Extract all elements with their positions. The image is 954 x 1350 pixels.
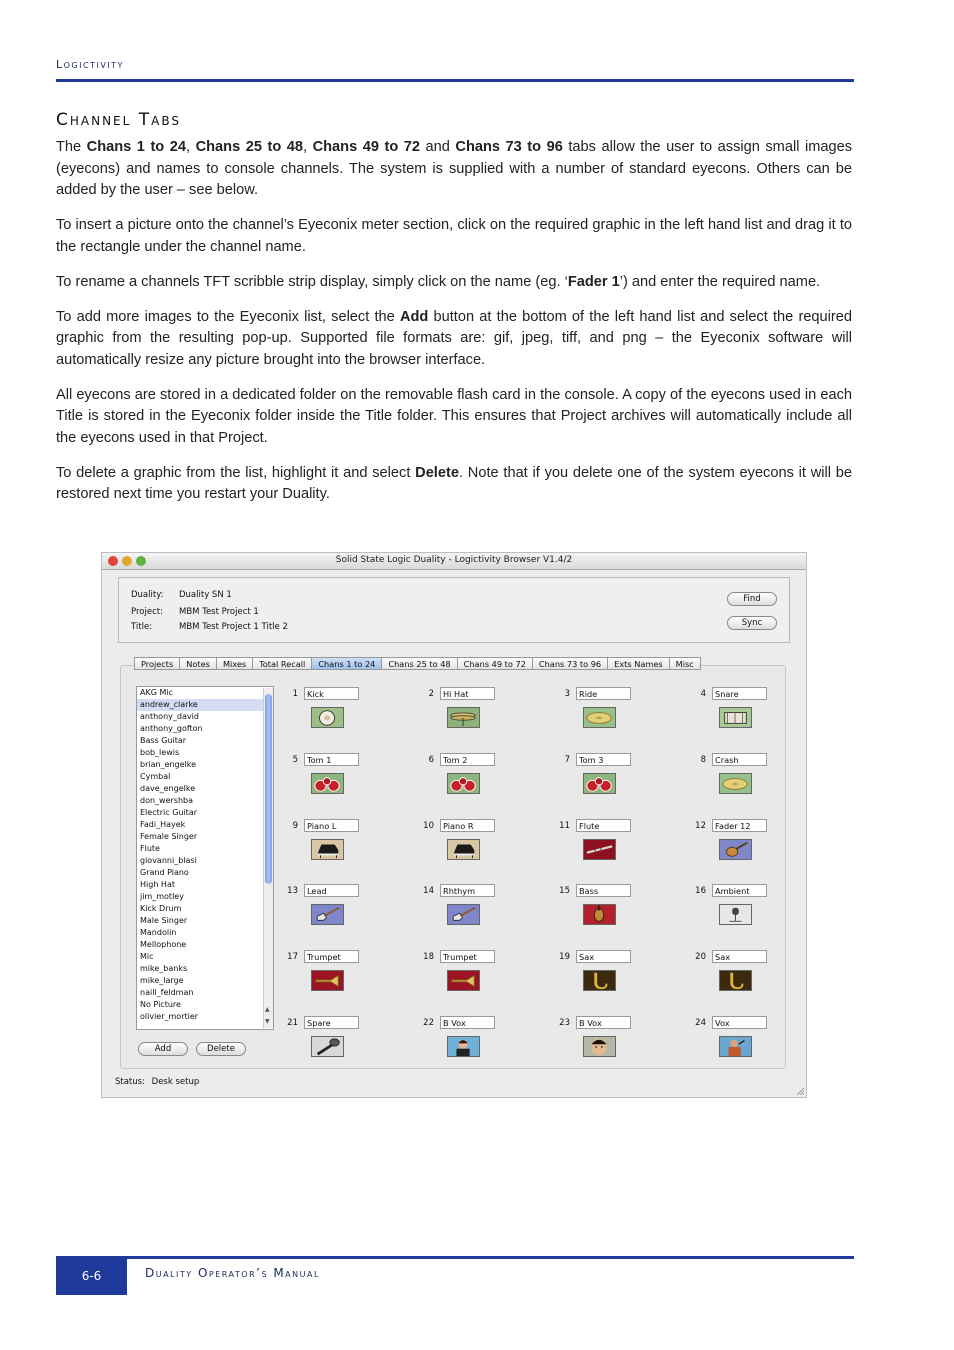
channel-strip (284, 819, 394, 879)
channel-number: 19 (559, 952, 570, 963)
bass-guitar-icon (584, 905, 615, 924)
section-title: Channel Tabs (56, 110, 181, 130)
title-value: MBM Test Project 1 Title 2 (179, 622, 288, 632)
footer-rule (56, 1256, 854, 1259)
channel-name-field[interactable]: Fader 12 (712, 819, 767, 832)
list-item[interactable]: No Picture (140, 1000, 181, 1009)
eyecon-drop-target[interactable] (447, 970, 480, 991)
status-value: Desk setup (151, 1077, 200, 1087)
channel-strip (692, 950, 802, 1010)
tab-total-recall[interactable]: Total Recall (252, 657, 311, 670)
channel-strip (556, 819, 666, 879)
tab-chans-73-to-96[interactable]: Chans 73 to 96 (532, 657, 607, 670)
channel-name-field[interactable]: Rhthym (440, 884, 495, 897)
eyecon-drop-target[interactable] (447, 1036, 480, 1057)
list-item[interactable]: Female Singer (140, 832, 198, 841)
page-number: 6-6 (56, 1259, 127, 1295)
channel-name-field[interactable]: Vox (712, 1016, 767, 1029)
channel-name-field[interactable]: Sax (576, 950, 631, 963)
tab-notes[interactable]: Notes (179, 657, 216, 670)
tab-mixes[interactable]: Mixes (216, 657, 252, 670)
electric-guitar-icon (448, 905, 479, 924)
trumpet-icon (312, 971, 343, 990)
eyecon-drop-target[interactable] (311, 970, 344, 991)
channel-name-field[interactable]: Snare (712, 687, 767, 700)
channel-name-field[interactable]: Piano R (440, 819, 495, 832)
eyecon-drop-target[interactable] (311, 904, 344, 925)
channel-number: 4 (700, 689, 706, 699)
channel-number: 6 (428, 754, 434, 765)
channel-strip (692, 819, 802, 879)
channel-strip (556, 950, 666, 1010)
channel-strip (420, 687, 530, 747)
drum-kit-icon (312, 774, 343, 793)
eyecon-drop-target[interactable] (311, 707, 344, 728)
channel-strip (284, 1016, 394, 1076)
channel-name-field[interactable]: Lead (304, 884, 359, 897)
list-item[interactable]: don_wershba (140, 796, 194, 805)
running-header: Logictivity (56, 58, 124, 71)
duality-label: Duality: (131, 590, 164, 600)
saxophone-icon (584, 971, 615, 990)
eyecon-drop-target[interactable] (447, 773, 480, 794)
channel-number: 20 (695, 952, 706, 963)
status-label: Status: (115, 1077, 145, 1087)
channel-number: 22 (423, 1018, 434, 1028)
tab-chans-25-to-48[interactable]: Chans 25 to 48 (381, 657, 456, 670)
channel-number: 1 (292, 689, 298, 699)
sync-button[interactable]: Sync (727, 616, 777, 630)
cymbal-icon (720, 774, 751, 793)
eyecon-drop-target[interactable] (719, 970, 752, 991)
title-label: Title: (131, 622, 153, 632)
channel-number: 24 (695, 1018, 706, 1028)
eyecon-drop-target[interactable] (447, 839, 480, 860)
snare-drum-icon (720, 708, 751, 727)
tab-chans-1-to-24[interactable]: Chans 1 to 24 (311, 657, 381, 670)
eyecon-drop-target[interactable] (447, 707, 480, 728)
channel-number: 15 (559, 886, 570, 897)
tab-misc[interactable]: Misc (669, 657, 701, 670)
channel-number: 23 (559, 1018, 570, 1028)
channel-name-field[interactable]: Tom 1 (304, 753, 359, 766)
header-rule (56, 79, 854, 82)
channel-name-field[interactable]: Hi Hat (440, 687, 495, 700)
scroll-down-icon[interactable]: ▼ (265, 1018, 270, 1025)
kick-drum-icon (312, 708, 343, 727)
body-text (56, 137, 852, 519)
channel-strip (420, 884, 530, 944)
channel-name-field[interactable]: Kick (304, 687, 359, 700)
eyecon-drop-target[interactable] (311, 839, 344, 860)
list-item[interactable]: bob_lewis (140, 748, 180, 757)
scrollbar-thumb[interactable] (265, 694, 272, 884)
female-singer-icon (448, 1037, 479, 1056)
list-scrollbar[interactable] (263, 688, 273, 1028)
channel-name-field[interactable]: Trumpet (440, 950, 495, 963)
channel-name-field[interactable]: Spare (304, 1016, 359, 1029)
channel-name-field[interactable]: B Vox (576, 1016, 631, 1029)
channel-number: 21 (287, 1018, 298, 1028)
scroll-up-icon[interactable]: ▲ (265, 1006, 270, 1013)
footer-manual-title: Duality Operator’s Manual (145, 1266, 320, 1280)
channel-number: 16 (695, 886, 706, 897)
list-item[interactable]: naill_feldman (140, 988, 194, 997)
duality-value: Duality SN 1 (179, 590, 232, 600)
saxophone-icon (720, 971, 751, 990)
channel-name-field[interactable]: Ride (576, 687, 631, 700)
paragraph: To delete a graphic from the list, highlight it and select Delete. Note that if you delete one of the system eyecons it will be restored next time you restart your Duality. (56, 464, 852, 502)
channel-strip (420, 950, 530, 1010)
list-item[interactable]: olivier_mortier (140, 1012, 199, 1021)
channel-number: 9 (292, 820, 298, 831)
channel-number: 5 (292, 754, 298, 765)
eyecon-drop-target[interactable] (583, 970, 616, 991)
find-button[interactable]: Find (727, 592, 777, 606)
list-item[interactable]: Fadi_Hayek (140, 820, 186, 829)
tab-chans-49-to-72[interactable]: Chans 49 to 72 (457, 657, 532, 670)
tab-exts-names[interactable]: Exts Names (607, 657, 669, 670)
channel-number: 10 (423, 820, 434, 831)
list-item[interactable]: Male Singer (140, 916, 188, 925)
tab-bar (134, 657, 701, 670)
project-value: MBM Test Project 1 (179, 607, 259, 617)
list-item[interactable]: AKG Mic (140, 688, 173, 697)
channel-name-field[interactable]: Trumpet (304, 950, 359, 963)
channel-strip (556, 884, 666, 944)
list-item[interactable]: Kick Drum (140, 904, 182, 913)
channel-name-field[interactable]: Bass (576, 884, 631, 897)
list-item[interactable]: Mic (140, 952, 154, 961)
list-item[interactable]: Mandolin (140, 928, 177, 937)
flute-icon (584, 840, 615, 859)
channel-number: 17 (287, 952, 298, 963)
list-item[interactable]: brian_engelke (140, 760, 197, 769)
channel-name-field[interactable]: Crash (712, 753, 767, 766)
project-label: Project: (131, 607, 163, 617)
window-title: Solid State Logic Duality - Logictivity Browser V1.4/2 (335, 555, 573, 565)
trumpet-icon (448, 971, 479, 990)
channel-number: 7 (564, 754, 570, 765)
channel-strip (556, 753, 666, 813)
channel-name-field[interactable]: Piano L (304, 819, 359, 832)
list-item[interactable]: High Hat (140, 880, 175, 889)
eyecon-drop-target[interactable] (719, 839, 752, 860)
male-face-icon (584, 1037, 615, 1056)
eyecon-drop-target[interactable] (719, 773, 752, 794)
channel-number: 13 (287, 886, 298, 897)
list-item[interactable]: dave_engelke (140, 784, 196, 793)
list-item[interactable]: jim_motley (140, 892, 184, 901)
eyecon-drop-target[interactable] (583, 839, 616, 860)
channel-strip (420, 819, 530, 879)
channel-strip (556, 1016, 666, 1076)
channel-name-field[interactable]: Flute (576, 819, 631, 832)
list-item[interactable]: Cymbal (140, 772, 171, 781)
delete-button[interactable]: Delete (196, 1042, 246, 1056)
list-item[interactable]: Bass Guitar (140, 736, 187, 745)
ambient-mic-icon (720, 905, 751, 924)
singer-icon (720, 1037, 751, 1056)
hi-hat-icon (448, 708, 479, 727)
channel-number: 2 (428, 689, 434, 699)
list-item[interactable]: mike_banks (140, 964, 188, 973)
session-info-box (118, 577, 790, 643)
channel-strip (284, 687, 394, 747)
list-item[interactable]: anthony_gofton (140, 724, 203, 733)
channel-strip (284, 753, 394, 813)
channel-strip (692, 884, 802, 944)
eyecon-drop-target[interactable] (583, 904, 616, 925)
browser-window-screenshot (101, 552, 807, 1098)
eyecon-drop-target[interactable] (311, 1036, 344, 1057)
list-item[interactable]: andrew_clarke (137, 699, 273, 711)
mandolin-icon (720, 840, 751, 859)
channel-number: 14 (423, 886, 434, 897)
grand-piano-icon (448, 840, 479, 859)
list-item[interactable]: Mellophone (140, 940, 187, 949)
channel-name-field[interactable]: Tom 3 (576, 753, 631, 766)
list-item[interactable]: Flute (140, 844, 160, 853)
paragraph: To rename a channels TFT scribble strip display, simply click on the name (eg. ‘Fader 1’) and enter the required name. (56, 273, 821, 290)
add-button[interactable]: Add (138, 1042, 188, 1056)
channel-name-field[interactable]: Sax (712, 950, 767, 963)
channel-number: 11 (559, 820, 570, 831)
grand-piano-icon (312, 840, 343, 859)
channel-name-field[interactable]: Ambient (712, 884, 767, 897)
paragraph: The Chans 1 to 24, Chans 25 to 48, Chans 49 to 72 and Chans 73 to 96 tabs allow the user to assign small images (eyecons) and names to console channels. The system is supplied with a number of standard eyecons. Others can be added by the user – see below. (56, 139, 853, 198)
paragraph: All eyecons are stored in a dedicated folder on the removable flash card in the console. A copy of the eyecons used in each Title is stored in the Eyeconix folder inside the Title folder. This ensures that Project archives will automatically include all the eyecons used in that Project. (56, 386, 852, 446)
channel-name-field[interactable]: B Vox (440, 1016, 495, 1029)
list-item[interactable]: Grand Piano (140, 868, 189, 877)
eyecon-drop-target[interactable] (447, 904, 480, 925)
electric-guitar-icon (312, 905, 343, 924)
channel-strip (284, 884, 394, 944)
drum-kit-icon (448, 774, 479, 793)
channel-strip (692, 687, 802, 747)
channel-number: 12 (695, 820, 706, 831)
list-item[interactable]: mike_large (140, 976, 184, 985)
microphone-icon (312, 1037, 343, 1056)
eyecon-drop-target[interactable] (583, 773, 616, 794)
list-item[interactable]: giovanni_blasi (140, 856, 197, 865)
list-item[interactable]: Electric Guitar (140, 808, 198, 817)
channel-number: 3 (564, 689, 570, 699)
channel-strip (692, 1016, 802, 1076)
channel-strip (420, 753, 530, 813)
eyecon-drop-target[interactable] (719, 904, 752, 925)
cymbal-icon (584, 708, 615, 727)
channel-number: 18 (423, 952, 434, 963)
channel-strip (556, 687, 666, 747)
tab-projects[interactable]: Projects (134, 657, 179, 670)
status-bar (115, 1077, 199, 1087)
drum-kit-icon (584, 774, 615, 793)
channel-strip (284, 950, 394, 1010)
eyecon-drop-target[interactable] (719, 707, 752, 728)
channel-name-field[interactable]: Tom 2 (440, 753, 495, 766)
paragraph: To insert a picture onto the channel’s Eyeconix meter section, click on the required graphic in the left hand list and drag it to the rectangle under the channel name. (56, 217, 852, 255)
eyecon-drop-target[interactable] (583, 707, 616, 728)
eyecon-drop-target[interactable] (583, 1036, 616, 1057)
channel-strip (420, 1016, 530, 1076)
channel-number: 8 (700, 754, 706, 765)
paragraph: To add more images to the Eyeconix list, select the Add button at the bottom of the left hand list and select the required graphic from the resulting pop-up. Supported file formats are: gif, jpeg, tiff, and png – the Eyeconix software will automatically resize any picture brought into the browser interface. (56, 308, 853, 368)
window-titlebar (102, 553, 806, 570)
resize-grip-icon[interactable] (796, 1087, 804, 1095)
eyecon-drop-target[interactable] (719, 1036, 752, 1057)
list-item[interactable]: anthony_david (140, 712, 199, 721)
channel-strip (692, 753, 802, 813)
eyecon-drop-target[interactable] (311, 773, 344, 794)
eyecon-list[interactable] (136, 686, 274, 1030)
